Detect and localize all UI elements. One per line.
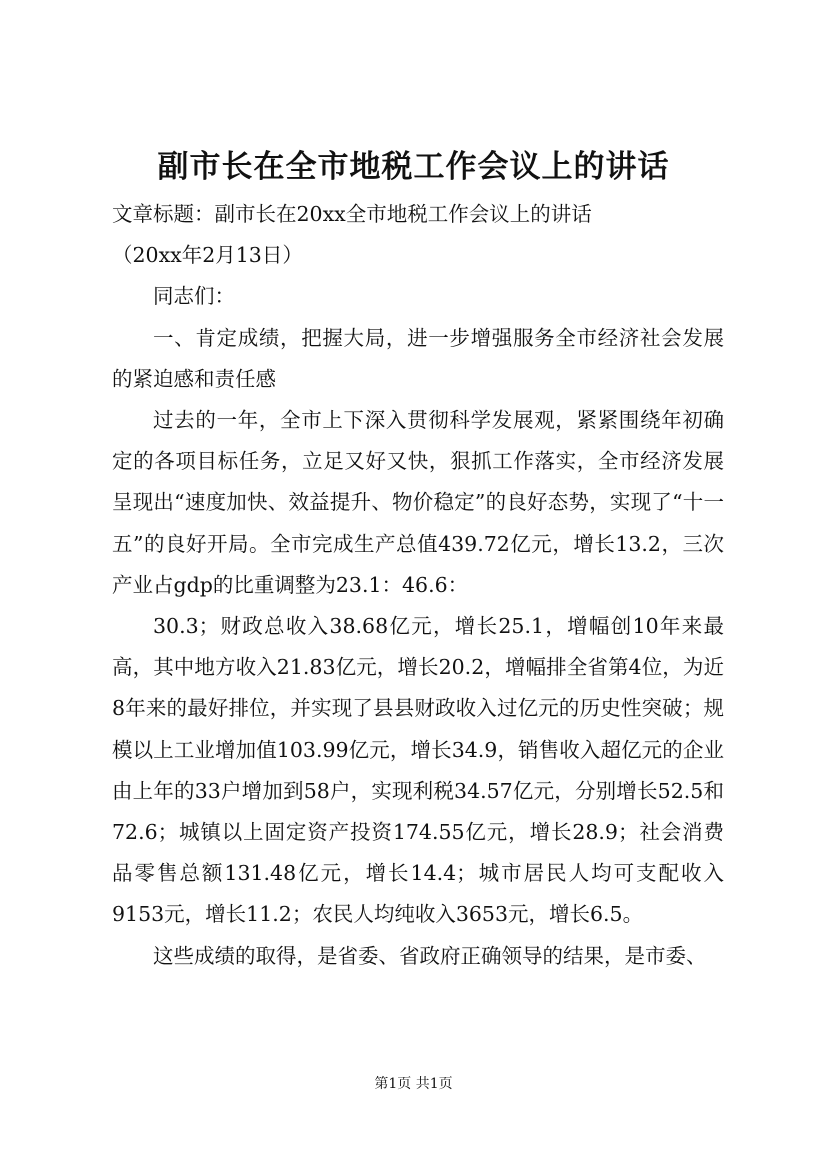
body-paragraph: 这些成绩的取得，是省委、省政府正确领导的结果，是市委、 (153, 943, 707, 968)
document-body (112, 194, 724, 977)
section-heading: 一、肯定成绩，把握大局，进一步增强服务全市经济社会发展的紧迫感和责任感 (112, 325, 724, 391)
page-number-footer: 第1页 共1页 (374, 1076, 453, 1092)
salutation: 同志们： (153, 284, 235, 309)
body-paragraph: 30.3；财政总收入38.68亿元，增长25.1，增幅创10年来最高，其中地方收入21.83亿元，增长20.2，增幅排全省第4位，为近8年来的最好排位，并实现了县县财政收入过亿元的历史性突破；规模以上工业增加值103.99亿元，增长34.9，销售收入超亿元的企业由上年的33户增加到58户，实现利税34.57亿元，分别增长52.5和72.6；城镇以上固定资产投资174.55亿元，增长28.9；社会消费品零售总额131.48亿元，增长14.4；城市居民人均可支配收入9153元，增长11.2；农民人均纯收入3653元，增长6.5。 (112, 614, 724, 927)
body-paragraph: 过去的一年，全市上下深入贯彻科学发展观，紧紧围绕年初确定的各项目标任务，立足又好又快，狠抓工作落实，全市经济发展呈现出“速度加快、效益提升、物价稳定”的良好态势，实现了“十一五”的良好开局。全市完成生产总值439.72亿元，增长13.2，三次产业占gdp的比重调整为23.1：46.6： (112, 408, 724, 597)
document-title: 副市长在全市地税工作会议上的讲话 (157, 149, 670, 185)
date-line: （20xx年2月13日） (112, 243, 303, 268)
article-title-line: 文章标题：副市长在20xx全市地税工作会议上的讲话 (112, 202, 592, 226)
